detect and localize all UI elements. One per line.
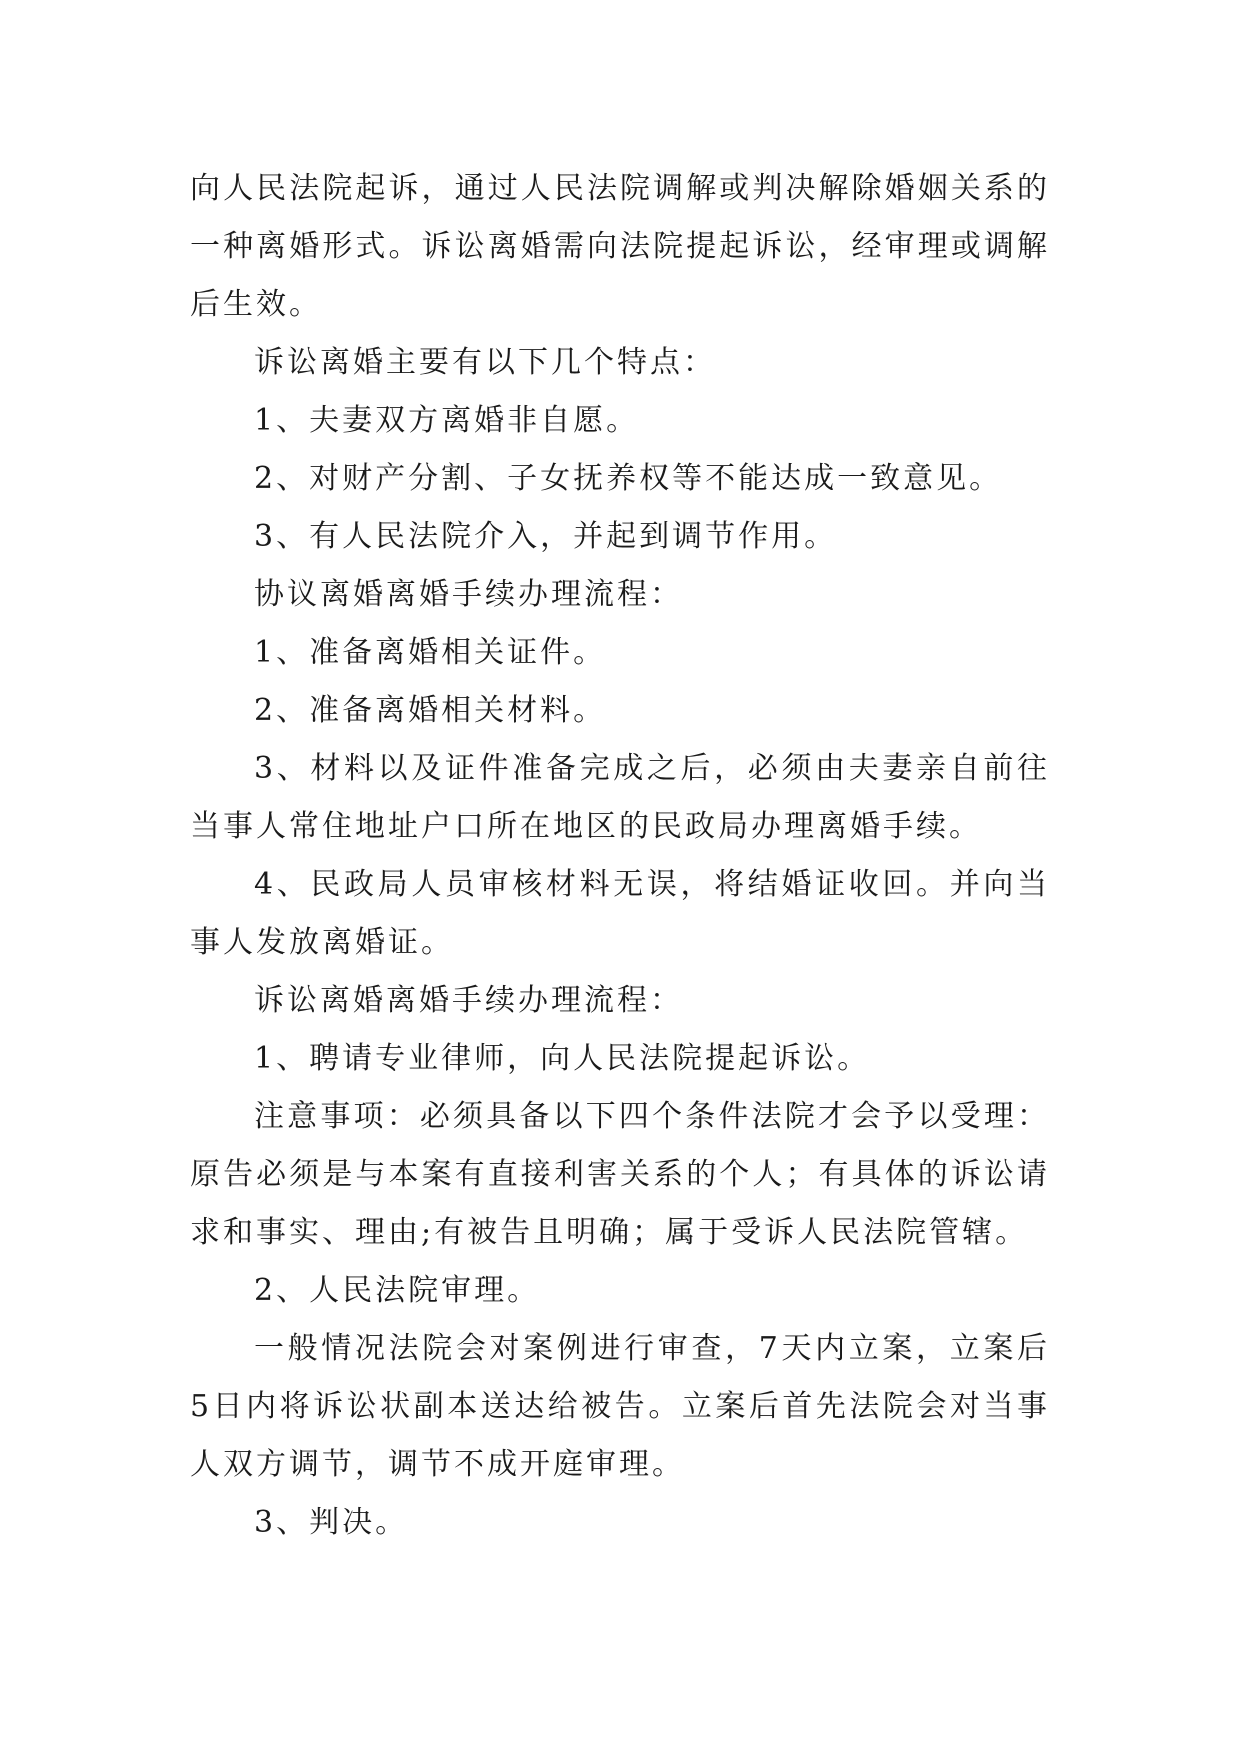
paragraph-agreement-process-heading: 协议离婚离婚手续办理流程： — [254, 577, 683, 612]
paragraph-notes: 注意事项：必须具备以下四个条件法院才会予以受理：原告必须是与本案有直接利害关系的个人；有具体的诉讼请求和事实、理由;有被告且明确；属于受诉人民法院管辖。 — [190, 1099, 1050, 1250]
paragraph-agreement-step-4: 4、民政局人员审核材料无误，将结婚证收回。并向当事人发放离婚证。 — [190, 867, 1050, 960]
paragraph-feature-3: 3、有人民法院介入，并起到调节作用。 — [254, 519, 838, 554]
paragraph-feature-1: 1、夫妻双方离婚非自愿。 — [254, 403, 640, 438]
paragraph-agreement-step-1: 1、准备离婚相关证件。 — [254, 635, 607, 670]
paragraph-agreement-step-2: 2、准备离婚相关材料。 — [254, 693, 607, 728]
paragraph-litigation-definition: 向人民法院起诉，通过人民法院调解或判决解除婚姻关系的一种离婚形式。诉讼离婚需向法院提起诉讼，经审理或调解后生效。 — [190, 171, 1050, 322]
paragraph-litigation-step-1: 1、聘请专业律师，向人民法院提起诉讼。 — [254, 1041, 871, 1076]
paragraph-agreement-step-3: 3、材料以及证件准备完成之后，必须由夫妻亲自前往当事人常住地址户口所在地区的民政局办理离婚手续。 — [190, 751, 1050, 844]
paragraph-litigation-step-3: 3、判决。 — [254, 1505, 409, 1540]
paragraph-litigation-process-heading: 诉讼离婚离婚手续办理流程： — [254, 983, 683, 1018]
paragraph-litigation-step-2: 2、人民法院审理。 — [254, 1273, 541, 1308]
paragraph-features-heading: 诉讼离婚主要有以下几个特点： — [254, 345, 716, 380]
paragraph-review-details: 一般情况法院会对案例进行审查，7天内立案，立案后5日内将诉讼状副本送达给被告。立案后首先法院会对当事人双方调节，调节不成开庭审理。 — [190, 1331, 1050, 1482]
paragraph-feature-2: 2、对财产分割、子女抚养权等不能达成一致意见。 — [254, 461, 1003, 496]
document-body — [190, 160, 1050, 1552]
